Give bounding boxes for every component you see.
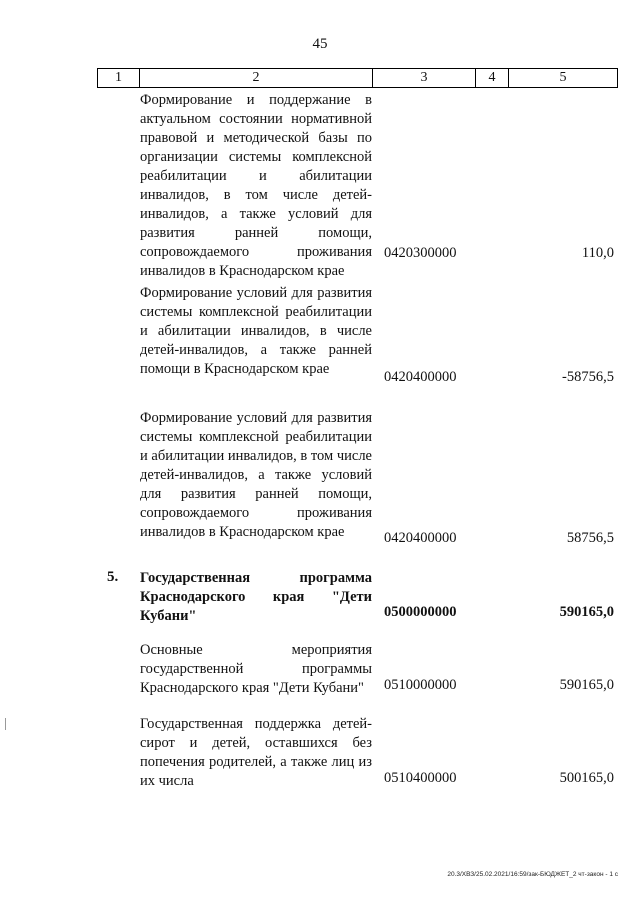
page-number: 45 bbox=[312, 36, 328, 52]
row-code: 0420400000 bbox=[384, 530, 457, 546]
row-amount: 110,0 bbox=[581, 245, 614, 261]
row-amount: -58756,5 bbox=[562, 369, 614, 385]
row-description: Государственная программа Краснодарского края "Дети Кубани" bbox=[140, 570, 372, 624]
header-col-3: 3 bbox=[373, 69, 476, 87]
row-amount: 590165,0 bbox=[559, 604, 614, 620]
row-code: 0510000000 bbox=[384, 677, 457, 693]
row-description: Формирование условий для развития системы комплексной реабилитации и абилитации инвалидов, в том числе детей-инвалидов, а также условий для развития ранней помощи, сопровождаемого проживания инвалидов в Краснодарском крае bbox=[140, 410, 372, 540]
row-number: 5. bbox=[107, 569, 119, 585]
scan-margin-mark bbox=[5, 718, 6, 730]
row-description: Формирование условий для развития системы комплексной реабилитации и абилитации инвалидов, в числе детей-инвалидов, а также ранней помощи в Краснодарском крае bbox=[140, 285, 372, 377]
row-description: Государственная поддержка детей-сирот и детей, оставшихся без попечения родителей, а также лиц из их числа bbox=[140, 716, 372, 789]
row-code: 0500000000 bbox=[384, 604, 457, 620]
row-description: Формирование и поддержание в актуальном состоянии нормативной правовой и методической базы по организации системы комплексной реабилитации и абилитации инвалидов, в том числе детей-инвалидов, а также условий для развития ранней помощи, сопровождаемого проживания инвалидов в Краснодарском крае bbox=[140, 92, 372, 279]
row-code: 0420400000 bbox=[384, 369, 457, 385]
row-amount: 590165,0 bbox=[559, 677, 614, 693]
document-footer: 20.3/ХВЗ/25.02.2021/16:59/зак-БЮДЖЕТ_2 чт-закон - 1 с bbox=[447, 871, 618, 878]
row-amount: 58756,5 bbox=[566, 530, 614, 546]
header-col-4: 4 bbox=[476, 69, 509, 87]
row-amount: 500165,0 bbox=[559, 770, 614, 786]
row-code: 0420300000 bbox=[384, 245, 457, 261]
row-code: 0510400000 bbox=[384, 770, 457, 786]
header-col-2: 2 bbox=[140, 69, 373, 87]
header-col-1: 1 bbox=[98, 69, 140, 87]
row-description: Основные мероприятия государственной программы Краснодарского края "Дети Кубани" bbox=[140, 642, 372, 696]
header-col-5: 5 bbox=[559, 70, 567, 85]
